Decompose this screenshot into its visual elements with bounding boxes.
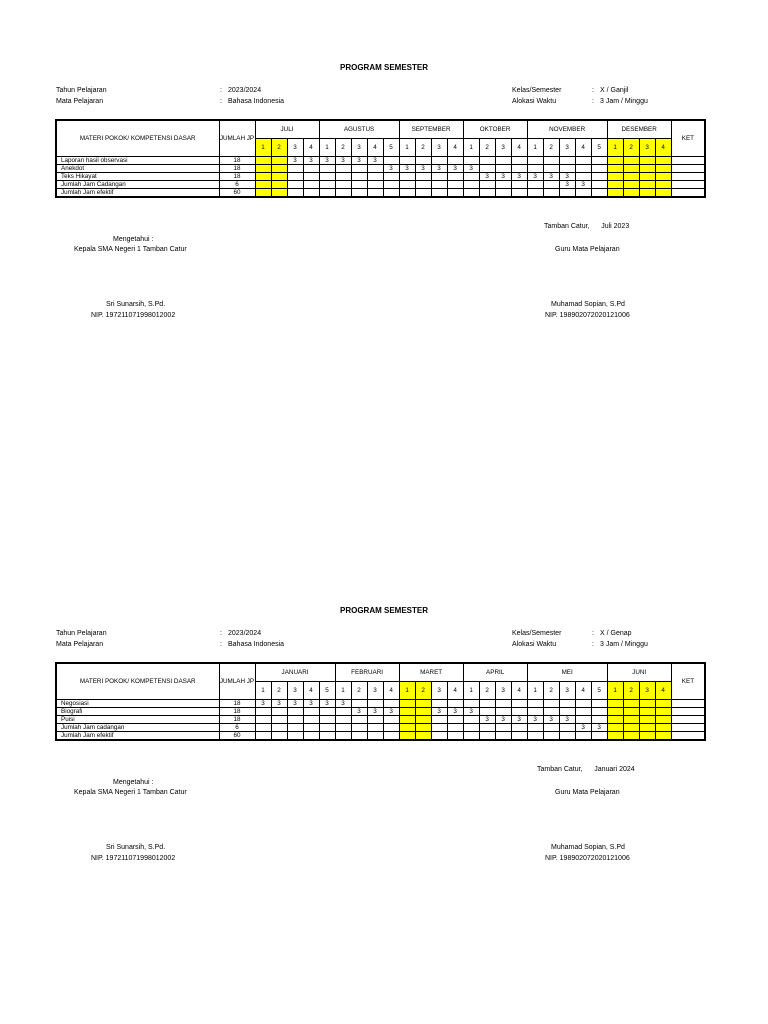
info-label: Kelas/Semester	[512, 87, 562, 94]
week-cell	[527, 723, 543, 731]
week-number: 2	[543, 681, 559, 699]
week-number: 2	[623, 138, 639, 156]
week-cell	[639, 731, 655, 740]
week-cell	[479, 723, 495, 731]
week-number: 2	[479, 138, 495, 156]
week-cell	[559, 723, 575, 731]
info-colon: :	[592, 630, 594, 637]
guru-nip: NIP. 198902072020121006	[545, 312, 630, 319]
week-cell	[367, 715, 383, 723]
week-cell	[463, 699, 479, 707]
week-cell	[495, 707, 511, 715]
week-cell	[639, 707, 655, 715]
week-cell	[287, 723, 303, 731]
week-cell: 3	[271, 699, 287, 707]
week-cell	[511, 707, 527, 715]
week-cell	[655, 707, 671, 715]
week-number: 4	[303, 138, 319, 156]
jp-cell: 6	[219, 180, 255, 188]
week-cell	[383, 699, 399, 707]
week-number: 4	[655, 138, 671, 156]
place-date: Tamban Catur, Juli 2023	[544, 223, 630, 230]
week-number: 1	[255, 681, 271, 699]
week-number: 2	[271, 681, 287, 699]
week-cell	[527, 699, 543, 707]
week-cell: 3	[479, 172, 495, 180]
week-cell	[335, 723, 351, 731]
week-cell	[303, 731, 319, 740]
week-cell	[655, 723, 671, 731]
week-number: 1	[607, 681, 623, 699]
week-cell	[447, 723, 463, 731]
info-label: Kelas/Semester	[512, 630, 562, 637]
week-number: 1	[463, 681, 479, 699]
week-cell	[543, 699, 559, 707]
info-label: Alokasi Waktu	[512, 98, 557, 105]
month-header: AGUSTUS	[319, 120, 399, 138]
week-cell	[415, 731, 431, 740]
week-number: 4	[511, 138, 527, 156]
ket-header: KET	[671, 120, 705, 156]
week-cell	[575, 699, 591, 707]
week-cell	[399, 723, 415, 731]
week-cell: 3	[527, 172, 543, 180]
week-number: 1	[399, 681, 415, 699]
week-cell	[607, 715, 623, 723]
materi-cell: Jumlah Jam Cadangan	[56, 180, 219, 188]
week-cell	[447, 715, 463, 723]
week-cell: 3	[575, 723, 591, 731]
week-cell	[383, 723, 399, 731]
week-cell	[271, 731, 287, 740]
week-cell	[527, 707, 543, 715]
week-number: 2	[335, 138, 351, 156]
month-header: APRIL	[463, 663, 527, 681]
week-cell	[479, 731, 495, 740]
week-cell	[623, 707, 639, 715]
kepala-name: Sri Sunarsih, S.Pd.	[106, 844, 166, 851]
table-row	[56, 723, 705, 731]
week-cell: 3	[447, 164, 463, 172]
ket-cell	[671, 699, 705, 707]
info-value: 3 Jam / Minggu	[600, 98, 648, 105]
week-cell	[319, 723, 335, 731]
week-number: 2	[351, 681, 367, 699]
month-header: OKTOBER	[463, 120, 527, 138]
week-cell: 3	[303, 699, 319, 707]
week-number: 3	[431, 138, 447, 156]
week-cell	[447, 699, 463, 707]
week-cell	[639, 699, 655, 707]
week-cell: 3	[415, 164, 431, 172]
week-cell	[463, 731, 479, 740]
info-value: Bahasa Indonesia	[228, 98, 285, 105]
week-cell	[511, 723, 527, 731]
week-cell	[607, 723, 623, 731]
week-cell: 3	[463, 164, 479, 172]
week-cell	[399, 715, 415, 723]
week-cell: 3	[351, 156, 367, 164]
week-number: 3	[639, 138, 655, 156]
info-colon: :	[220, 641, 222, 648]
week-cell	[415, 723, 431, 731]
week-cell	[431, 699, 447, 707]
week-cell	[591, 699, 607, 707]
week-cell: 3	[351, 707, 367, 715]
jp-cell: 18	[219, 699, 255, 707]
week-cell: 3	[511, 715, 527, 723]
week-number: 3	[495, 681, 511, 699]
week-number: 4	[447, 138, 463, 156]
week-cell	[271, 707, 287, 715]
week-number: 3	[495, 138, 511, 156]
week-cell	[367, 731, 383, 740]
week-cell	[655, 699, 671, 707]
kepala-title: Kepala SMA Negeri 1 Tamban Catur	[74, 246, 187, 253]
materi-cell: Jumlah Jam cadangan	[56, 723, 219, 731]
kepala-nip: NIP. 197211071998012002	[91, 312, 176, 319]
week-number: 1	[527, 681, 543, 699]
week-cell	[271, 723, 287, 731]
page-title: PROGRAM SEMESTER	[339, 63, 428, 72]
week-cell	[463, 715, 479, 723]
week-cell	[607, 699, 623, 707]
week-cell	[287, 731, 303, 740]
info-right-row	[512, 628, 632, 639]
info-colon: :	[592, 87, 594, 94]
week-cell: 3	[383, 707, 399, 715]
week-cell	[623, 715, 639, 723]
ket-header: KET	[671, 663, 705, 699]
info-label: Tahun Pelajaran	[56, 630, 107, 637]
week-number: 1	[607, 138, 623, 156]
materi-header: MATERI POKOK/ KOMPETENSI DASAR	[56, 663, 219, 699]
info-label: Mata Pelajaran	[56, 641, 104, 648]
materi-cell: Biografi	[56, 707, 219, 715]
jp-cell: 60	[219, 731, 255, 740]
guru-title: Guru Mata Pelajaran	[555, 246, 620, 253]
week-number: 4	[383, 681, 399, 699]
week-cell: 3	[559, 172, 575, 180]
week-cell	[447, 731, 463, 740]
week-cell	[559, 707, 575, 715]
month-header: JUNI	[607, 663, 671, 681]
ket-cell	[671, 731, 705, 740]
week-cell	[367, 723, 383, 731]
page-title: PROGRAM SEMESTER	[339, 606, 428, 615]
week-cell: 3	[287, 156, 303, 164]
week-cell	[431, 723, 447, 731]
week-cell	[383, 731, 399, 740]
week-cell: 3	[447, 707, 463, 715]
week-cell	[495, 699, 511, 707]
week-cell	[319, 707, 335, 715]
info-colon: :	[220, 630, 222, 637]
month-header: SEPTEMBER	[399, 120, 463, 138]
week-cell: 3	[335, 699, 351, 707]
week-cell	[479, 699, 495, 707]
info-label: Tahun Pelajaran	[56, 87, 107, 94]
info-colon: :	[220, 87, 222, 94]
week-number: 5	[383, 138, 399, 156]
month-header: MARET	[399, 663, 463, 681]
info-value: 3 Jam / Minggu	[600, 641, 648, 648]
header-row	[56, 663, 705, 681]
week-number: 4	[511, 681, 527, 699]
week-number: 4	[367, 138, 383, 156]
info-colon: :	[592, 98, 594, 105]
guru-title: Guru Mata Pelajaran	[555, 789, 620, 796]
week-cell	[399, 731, 415, 740]
week-cell: 3	[255, 699, 271, 707]
week-cell	[255, 707, 271, 715]
week-cell	[543, 731, 559, 740]
table-row	[56, 731, 705, 740]
week-cell	[607, 707, 623, 715]
jp-cell: 6	[219, 723, 255, 731]
week-number: 4	[447, 681, 463, 699]
month-header: FEBRUARI	[335, 663, 399, 681]
materi-cell: Puisi	[56, 715, 219, 723]
week-number: 4	[575, 138, 591, 156]
kepala-name: Sri Sunarsih, S.Pd.	[106, 301, 166, 308]
week-number: 3	[431, 681, 447, 699]
jp-cell: 60	[219, 188, 255, 197]
week-cell	[623, 731, 639, 740]
week-cell	[639, 715, 655, 723]
week-cell	[303, 707, 319, 715]
materi-cell: Negosiasi	[56, 699, 219, 707]
week-cell	[335, 731, 351, 740]
materi-cell: Anekdot	[56, 164, 219, 172]
week-cell	[559, 731, 575, 740]
jp-cell: 18	[219, 164, 255, 172]
jp-cell: 18	[219, 715, 255, 723]
week-cell: 3	[463, 707, 479, 715]
jp-cell: 18	[219, 707, 255, 715]
week-number: 3	[559, 681, 575, 699]
week-cell: 3	[575, 180, 591, 188]
week-number: 3	[367, 681, 383, 699]
week-cell	[255, 723, 271, 731]
week-cell	[271, 715, 287, 723]
week-cell	[415, 715, 431, 723]
week-number: 5	[591, 138, 607, 156]
info-right-row	[512, 639, 648, 650]
month-header: MEI	[527, 663, 607, 681]
week-cell: 3	[511, 172, 527, 180]
week-cell	[623, 699, 639, 707]
jp-cell: 18	[219, 156, 255, 164]
guru-nip: NIP. 198902072020121006	[545, 855, 630, 862]
week-cell	[287, 707, 303, 715]
ket-cell	[671, 707, 705, 715]
week-number: 3	[287, 138, 303, 156]
week-number: 2	[271, 138, 287, 156]
month-header: NOVEMBER	[527, 120, 607, 138]
mengetahui-label: Mengetahui :	[113, 779, 154, 786]
week-number: 2	[415, 681, 431, 699]
jumlah-header: JUMLAH JP	[219, 120, 255, 156]
month-header: JANUARI	[255, 663, 335, 681]
week-number: 3	[559, 138, 575, 156]
week-cell	[431, 731, 447, 740]
week-cell	[255, 731, 271, 740]
info-label: Mata Pelajaran	[56, 98, 104, 105]
week-number: 1	[335, 681, 351, 699]
week-cell	[351, 715, 367, 723]
week-cell	[543, 723, 559, 731]
ket-cell	[671, 723, 705, 731]
materi-cell: Teks Hikayat	[56, 172, 219, 180]
week-cell	[511, 699, 527, 707]
week-cell	[303, 715, 319, 723]
materi-cell: Laporan hasil observasi	[56, 156, 219, 164]
kepala-nip: NIP. 197211071998012002	[91, 855, 176, 862]
week-cell: 3	[543, 715, 559, 723]
program-table	[55, 662, 706, 741]
week-cell: 3	[591, 723, 607, 731]
week-cell	[655, 715, 671, 723]
week-cell	[575, 731, 591, 740]
jumlah-header: JUMLAH JP	[219, 663, 255, 699]
week-cell: 3	[319, 156, 335, 164]
week-number: 2	[623, 681, 639, 699]
week-cell	[415, 699, 431, 707]
week-cell	[591, 715, 607, 723]
week-cell	[335, 715, 351, 723]
week-number: 1	[527, 138, 543, 156]
week-number: 3	[639, 681, 655, 699]
week-cell	[335, 707, 351, 715]
week-cell	[623, 723, 639, 731]
week-number: 4	[303, 681, 319, 699]
week-cell: 3	[303, 156, 319, 164]
week-cell	[607, 731, 623, 740]
info-colon: :	[592, 641, 594, 648]
week-cell	[527, 731, 543, 740]
info-colon: :	[220, 98, 222, 105]
week-cell	[255, 715, 271, 723]
month-header: JULI	[255, 120, 319, 138]
week-cell	[399, 699, 415, 707]
table-row	[56, 699, 705, 707]
week-cell	[591, 707, 607, 715]
week-number: 4	[575, 681, 591, 699]
week-cell: 3	[527, 715, 543, 723]
info-value: 2023/2024	[228, 630, 262, 637]
info-left-row	[56, 639, 284, 650]
table-row	[56, 715, 705, 723]
week-cell	[639, 723, 655, 731]
info-value: X / Ganjil	[600, 87, 629, 94]
ket-cell	[671, 715, 705, 723]
week-number: 1	[255, 138, 271, 156]
week-number: 2	[543, 138, 559, 156]
week-cell	[303, 723, 319, 731]
week-number: 2	[415, 138, 431, 156]
week-cell: 3	[319, 699, 335, 707]
week-cell: 3	[543, 172, 559, 180]
table-row	[56, 707, 705, 715]
month-header: DESEMBER	[607, 120, 671, 138]
info-value: 2023/2024	[228, 87, 262, 94]
week-number: 1	[463, 138, 479, 156]
materi-cell: Jumlah Jam efektif	[56, 188, 219, 197]
week-cell	[383, 715, 399, 723]
week-cell	[575, 707, 591, 715]
week-cell	[543, 707, 559, 715]
guru-name: Muhamad Sopian, S.Pd	[551, 844, 625, 851]
week-number: 2	[479, 681, 495, 699]
week-cell: 3	[367, 707, 383, 715]
week-cell: 3	[495, 172, 511, 180]
mengetahui-label: Mengetahui :	[113, 236, 154, 243]
place-date: Tamban Catur, Januari 2024	[537, 766, 635, 773]
materi-header: MATERI POKOK/ KOMPETENSI DASAR	[56, 120, 219, 156]
info-value: X / Genap	[600, 630, 632, 637]
kepala-title: Kepala SMA Negeri 1 Tamban Catur	[74, 789, 187, 796]
week-cell	[591, 731, 607, 740]
week-cell: 3	[287, 699, 303, 707]
week-cell: 3	[367, 156, 383, 164]
week-cell	[575, 715, 591, 723]
week-cell	[655, 731, 671, 740]
week-cell: 3	[479, 715, 495, 723]
week-cell	[495, 723, 511, 731]
week-cell	[431, 715, 447, 723]
week-cell	[351, 699, 367, 707]
week-cell: 3	[383, 164, 399, 172]
materi-cell: Jumlah Jam efektif	[56, 731, 219, 740]
week-cell	[351, 723, 367, 731]
week-number: 1	[319, 138, 335, 156]
week-cell: 3	[399, 164, 415, 172]
week-cell	[287, 715, 303, 723]
week-number: 5	[319, 681, 335, 699]
week-number: 3	[351, 138, 367, 156]
guru-name: Muhamad Sopian, S.Pd	[551, 301, 625, 308]
week-cell	[511, 731, 527, 740]
info-label: Alokasi Waktu	[512, 641, 557, 648]
jp-cell: 18	[219, 172, 255, 180]
week-cell	[463, 723, 479, 731]
week-cell	[559, 699, 575, 707]
week-number: 3	[287, 681, 303, 699]
week-cell	[319, 715, 335, 723]
week-cell	[319, 731, 335, 740]
week-cell: 3	[495, 715, 511, 723]
week-cell: 3	[559, 715, 575, 723]
week-cell: 3	[335, 156, 351, 164]
week-cell	[415, 707, 431, 715]
week-number: 5	[591, 681, 607, 699]
week-cell	[495, 731, 511, 740]
week-cell: 3	[431, 164, 447, 172]
week-cell: 3	[431, 707, 447, 715]
week-number: 1	[399, 138, 415, 156]
info-value: Bahasa Indonesia	[228, 641, 285, 648]
week-cell: 3	[559, 180, 575, 188]
week-cell	[367, 699, 383, 707]
week-cell	[479, 707, 495, 715]
info-left-row	[56, 628, 261, 639]
week-cell	[351, 731, 367, 740]
week-number: 4	[655, 681, 671, 699]
week-cell	[399, 707, 415, 715]
